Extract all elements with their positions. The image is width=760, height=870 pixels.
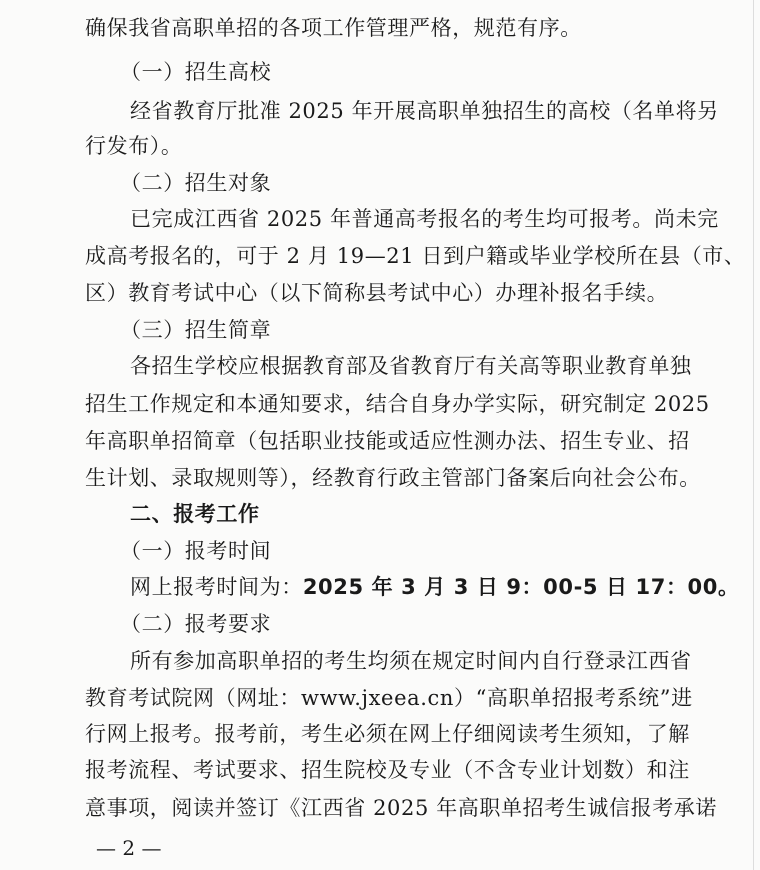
chapter-heading: 二、报考工作 — [130, 502, 260, 526]
paragraph-line: 生计划、录取规则等），经教育行政主管部门备案后向社会公布。 — [85, 466, 701, 490]
section-heading: （一）报考时间 — [120, 539, 272, 563]
section-heading: （二）报考要求 — [120, 612, 272, 636]
paragraph-line: 成高考报名的，可于 2 月 19—21 日到户籍或毕业学校所在县（市、 — [85, 244, 746, 268]
paragraph-line: 年高职单招简章（包括职业技能或适应性测办法、招生专业、招 — [85, 429, 690, 453]
paragraph-line: 所有参加高职单招的考生均须在规定时间内自行登录江西省 — [130, 649, 692, 673]
paragraph-line: 区）教育考试中心（以下简称县考试中心）办理补报名手续。 — [85, 281, 669, 305]
registration-time-label: 网上报考时间为： — [130, 575, 303, 599]
paragraph-line: 招生工作规定和本通知要求，结合自身办学实际，研究制定 2025 — [85, 392, 710, 416]
paragraph-line: 行发布）。 — [85, 134, 183, 158]
page-number: — 2 — — [96, 836, 162, 860]
paragraph-line: 经省教育厅批准 2025 年开展高职单独招生的高校（名单将另 — [130, 99, 719, 123]
paragraph-line: 报考流程、考试要求、招生院校及专业（不含专业计划数）和注 — [85, 758, 690, 782]
paragraph-line: 确保我省高职单招的各项工作管理严格，规范有序。 — [85, 16, 582, 40]
section-heading: （三）招生简章 — [120, 318, 272, 342]
paragraph-line: 各招生学校应根据教育部及省教育厅有关高等职业教育单独 — [130, 354, 692, 378]
section-heading: （二）招生对象 — [120, 171, 272, 195]
section-heading: （一）招生高校 — [120, 60, 272, 84]
paragraph-line: 教育考试院网（网址：www.jxeea.cn）“高职单招报考系统”进 — [85, 686, 693, 710]
paragraph-line: 行网上报考。报考前，考生必须在网上仔细阅读考生须知，了解 — [85, 722, 690, 746]
paragraph-line — [130, 574, 740, 600]
registration-time-value: 2025 年 3 月 3 日 9：00-5 日 17：00。 — [302, 575, 740, 599]
paragraph-line: 已完成江西省 2025 年普通高考报名的考生均可报考。尚未完 — [130, 207, 719, 231]
paragraph-line: 意事项，阅读并签订《江西省 2025 年高职单招考生诚信报考承诺 — [85, 796, 717, 820]
scan-edge — [753, 0, 754, 870]
